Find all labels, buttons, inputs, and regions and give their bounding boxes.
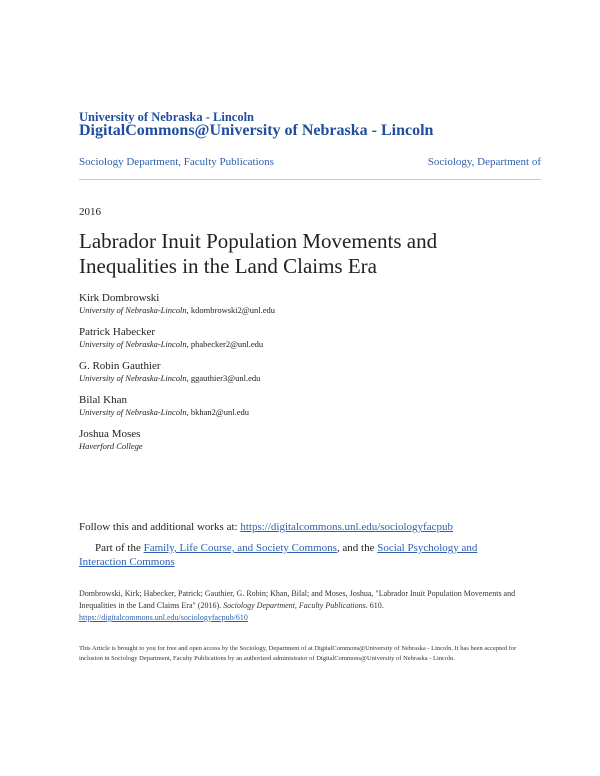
article-title: Labrador Inuit Population Movements and Inequalities in the Land Claims Era [79, 229, 438, 278]
author-name: Patrick Habecker [79, 326, 156, 338]
author-entry [79, 325, 539, 350]
author-email[interactable]: bkhan2@unl.edu [190, 407, 250, 417]
author-affiliation: University of Nebraska-Lincoln, phabecker2@unl.edu [79, 339, 264, 349]
author-email[interactable]: ggauthier3@unl.edu [190, 373, 261, 383]
author-entry [79, 393, 539, 418]
commons-link-family[interactable]: Family, Life Course, and Society Commons [143, 542, 337, 554]
institution-name[interactable]: University of Nebraska - Lincoln [79, 110, 254, 124]
part-of-conj: , and the [336, 542, 378, 554]
citation-series: Sociology Department, Faculty Publications [223, 601, 366, 610]
author-email[interactable]: kdombrowski2@unl.edu [190, 305, 275, 315]
author-affiliation: University of Nebraska-Lincoln, bkhan2@unl.edu [79, 407, 250, 417]
citation-number: . 610. [365, 601, 384, 610]
author-entry [79, 359, 539, 384]
author-institution: University of Nebraska-Lincoln [79, 407, 187, 417]
access-notice: This Article is brought to you for free and open access by the Sociology, Department of at DigitalCommons@University of Nebraska - Lincoln. It has been accepted for inclusion in Sociology Department, Faculty Publications by an authorized administrator of DigitalCommons@University of Nebraska - Lincoln. [79, 645, 517, 662]
author-institution: University of Nebraska-Lincoln [79, 305, 187, 315]
follow-line [79, 521, 539, 533]
department-link[interactable]: Sociology, Department of [427, 156, 541, 168]
author-name: Bilal Khan [79, 394, 127, 406]
follow-link[interactable]: https://digitalcommons.unl.edu/sociologyfacpub [240, 521, 453, 533]
citation-link[interactable]: https://digitalcommons.unl.edu/sociologyfacpub/610 [79, 613, 248, 622]
author-affiliation: University of Nebraska-Lincoln, ggauthier3@unl.edu [79, 373, 261, 383]
divider [79, 179, 541, 180]
author-list [79, 291, 539, 461]
author-email[interactable]: phabecker2@unl.edu [190, 339, 264, 349]
follow-prefix: Follow this and additional works at: [79, 521, 241, 533]
series-link[interactable]: Sociology Department, Faculty Publications [79, 156, 274, 168]
commons-link-social-psychology[interactable]: Social Psychology and Interaction Commons [79, 542, 478, 568]
author-entry [79, 427, 539, 452]
recommended-citation [79, 588, 527, 624]
author-affiliation [79, 441, 539, 452]
author-institution: University of Nebraska-Lincoln [79, 339, 187, 349]
author-entry [79, 291, 539, 316]
publication-year: 2016 [79, 206, 101, 218]
author-institution: University of Nebraska-Lincoln [79, 373, 187, 383]
citation-text: Dombrowski, Kirk; Habecker, Patrick; Gauthier, G. Robin; Khan, Bilal; and Moses, Joshua, "Labrador Inuit Population Movements and Inequalities in the Land Claims Era" (2016). [79, 589, 516, 610]
author-affiliation: University of Nebraska-Lincoln, kdombrowski2@unl.edu [79, 305, 275, 315]
author-name: Kirk Dombrowski [79, 292, 160, 304]
author-name: Joshua Moses [79, 428, 141, 440]
author-institution: Haverford College [79, 441, 143, 451]
author-name: G. Robin Gauthier [79, 360, 161, 372]
repository-name[interactable]: DigitalCommons@University of Nebraska - Lincoln [79, 122, 434, 139]
part-of-prefix: Part of the [95, 542, 144, 554]
part-of-line [79, 541, 499, 569]
